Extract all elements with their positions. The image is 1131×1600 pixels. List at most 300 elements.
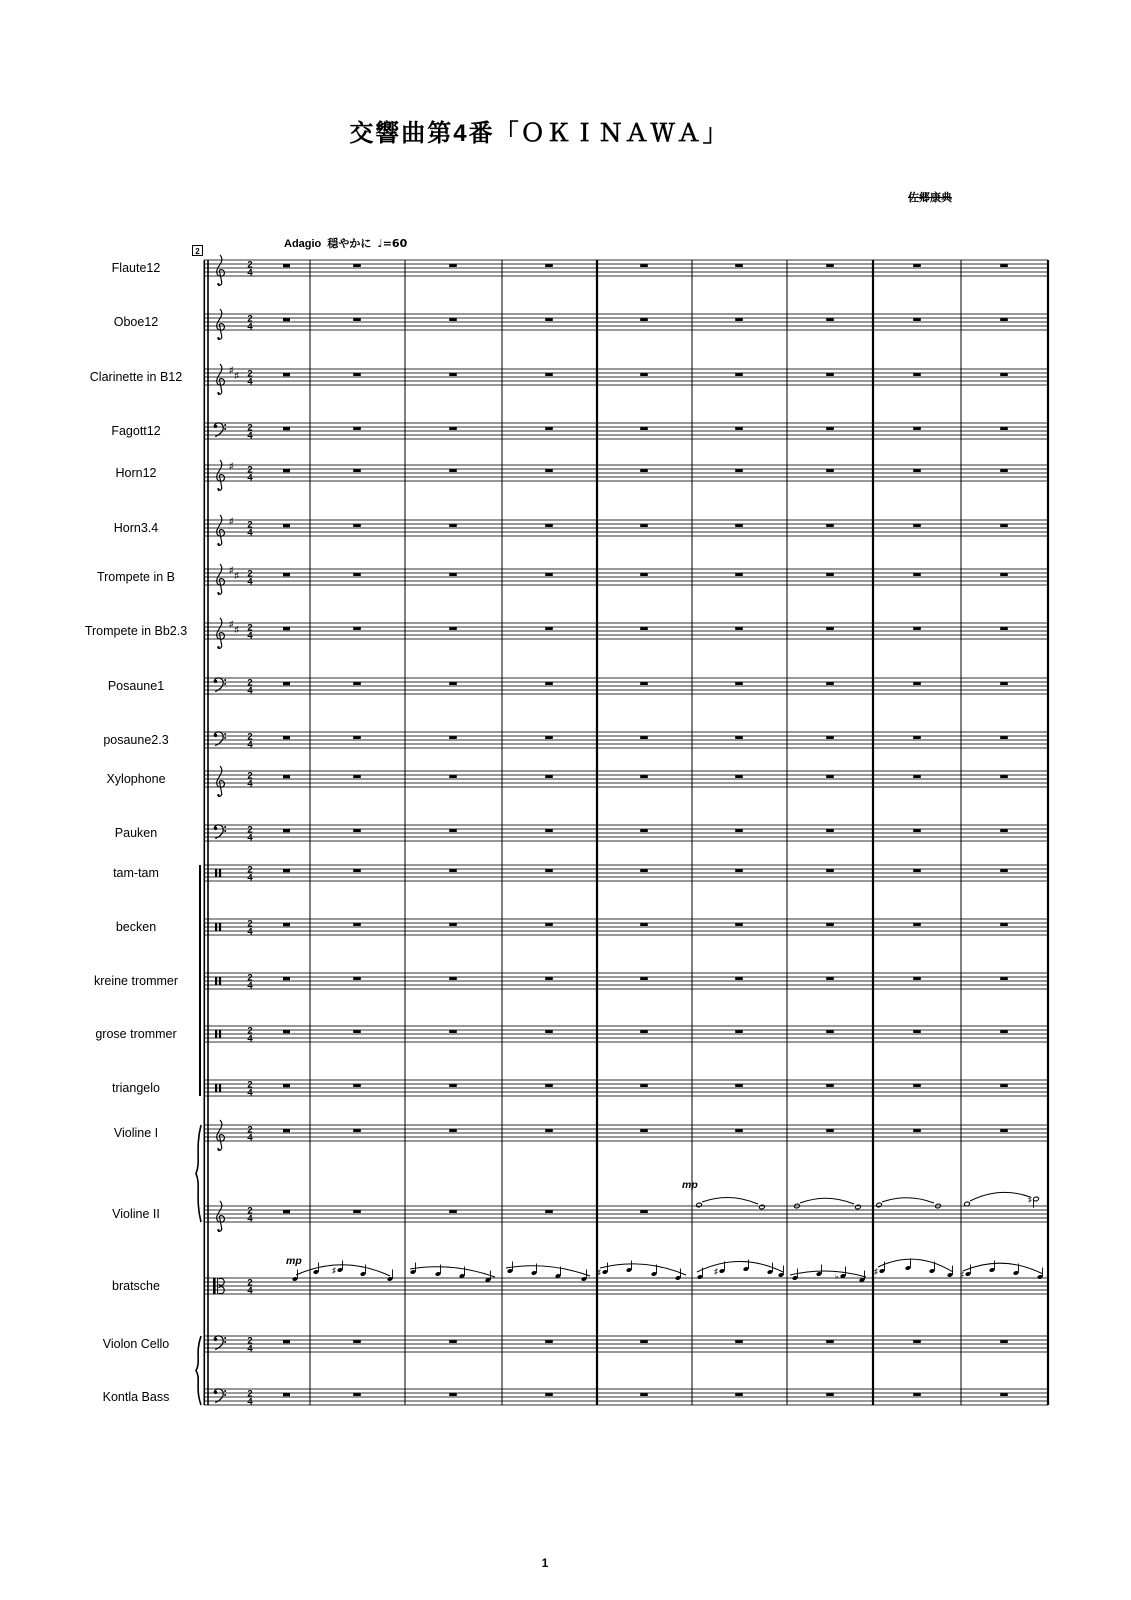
staff-line — [204, 381, 1048, 382]
time-signature: 2 — [247, 972, 253, 984]
slur — [963, 1263, 1043, 1274]
whole-rest — [283, 923, 290, 926]
time-signature: 4 — [247, 267, 253, 279]
staff-line — [204, 865, 1048, 866]
time-signature: 2 — [247, 1079, 253, 1091]
time-signature: 2 — [247, 824, 253, 836]
key-signature-sharp: ♯ — [234, 370, 239, 380]
staff-line — [204, 314, 1048, 315]
note-head — [759, 1204, 765, 1209]
staff-line — [204, 318, 1048, 319]
treble-clef-icon — [217, 1120, 225, 1150]
measure-rest — [353, 736, 361, 739]
measure-rest — [735, 775, 743, 778]
measure-rest — [545, 1084, 553, 1087]
measure-rest — [1000, 682, 1008, 685]
staff-line — [204, 1222, 1048, 1223]
measure-rest — [826, 775, 834, 778]
staff-line — [204, 1038, 1048, 1039]
staff-line — [204, 686, 1048, 687]
whole-rest — [283, 869, 290, 872]
note-stem — [607, 1263, 608, 1272]
measure-rest — [826, 1129, 834, 1132]
measure-rest — [913, 736, 921, 739]
time-signature: 2 — [247, 568, 253, 580]
staff-line — [204, 260, 1048, 261]
staff-line — [204, 520, 1048, 521]
staff-line — [204, 423, 1048, 424]
staff-line — [204, 1206, 1048, 1207]
time-signature: 2 — [247, 1124, 253, 1136]
measure-rest — [353, 1129, 361, 1132]
measure-rest — [545, 318, 553, 321]
measure-rest — [449, 977, 457, 980]
staff-line — [204, 977, 1048, 978]
measure-rest — [545, 627, 553, 630]
measure-rest — [640, 264, 648, 267]
instrument-label: posaune2.3 — [103, 733, 169, 747]
measure-rest — [913, 775, 921, 778]
time-signature: 2 — [247, 770, 253, 782]
note-stem — [586, 1270, 587, 1279]
measure-rest — [449, 1340, 457, 1343]
note-stem — [864, 1271, 865, 1280]
staff-line — [204, 873, 1048, 874]
measure-rest — [826, 1340, 834, 1343]
treble-clef-icon — [217, 1201, 225, 1231]
note-stem — [952, 1266, 953, 1275]
time-signature: 2 — [247, 259, 253, 271]
measure-rest — [640, 736, 648, 739]
measure-rest — [735, 1393, 743, 1396]
measure-rest — [735, 427, 743, 430]
note-stem — [512, 1262, 513, 1271]
measure-rest — [826, 1084, 834, 1087]
instrument-label: Posaune1 — [107, 679, 165, 693]
instrument-label: Xylophone — [106, 772, 166, 786]
measure-rest — [545, 524, 553, 527]
measure-rest — [353, 869, 361, 872]
time-signature: 4 — [247, 576, 253, 588]
staff-line — [204, 973, 1048, 974]
measure-rest — [353, 1210, 361, 1213]
measure-rest — [545, 1340, 553, 1343]
measure-rest — [545, 469, 553, 472]
measure-rest — [826, 469, 834, 472]
measure-rest — [826, 829, 834, 832]
time-signature: 4 — [247, 1285, 253, 1297]
instrument-label: Oboe12 — [113, 315, 159, 329]
note-stem — [845, 1267, 846, 1276]
key-signature-sharp: ♯ — [229, 364, 234, 375]
instrument-label: Trompete in Bb2.3 — [84, 624, 188, 638]
note-stem — [994, 1261, 995, 1270]
measure-rest — [913, 869, 921, 872]
note-stem — [536, 1264, 537, 1273]
measure-rest — [913, 373, 921, 376]
measure-rest — [353, 469, 361, 472]
accidental: ♯ — [1028, 1194, 1032, 1204]
time-signature: 4 — [247, 1087, 253, 1099]
staff-line — [204, 690, 1048, 691]
time-signature: 2 — [247, 1025, 253, 1037]
measure-rest — [735, 264, 743, 267]
barline — [405, 260, 406, 1405]
staff-line — [204, 1389, 1048, 1390]
barline — [872, 260, 874, 1405]
staff-line — [204, 1344, 1048, 1345]
whole-rest — [283, 427, 290, 430]
measure-rest — [449, 736, 457, 739]
measure-rest — [640, 1030, 648, 1033]
note-stem — [748, 1260, 749, 1269]
time-signature: 2 — [247, 1335, 253, 1347]
note-stem — [365, 1265, 366, 1274]
page-title: 交響曲第4番「ＯＫＩＮＡＷＡ」 — [349, 120, 729, 147]
staff-line — [204, 869, 1048, 870]
accidental: ♯ — [714, 1266, 718, 1276]
staff-line — [204, 779, 1048, 780]
staff-line — [204, 985, 1048, 986]
measure-rest — [449, 1084, 457, 1087]
measure-rest — [913, 1393, 921, 1396]
instrument-label: grose trommer — [95, 1027, 177, 1041]
barline — [961, 260, 962, 1405]
staff-line — [204, 833, 1048, 834]
measure-rest — [913, 1129, 921, 1132]
bass-clef-icon — [214, 1336, 226, 1350]
time-signature: 4 — [247, 872, 253, 884]
measure-rest — [640, 923, 648, 926]
measure-rest — [1000, 869, 1008, 872]
whole-rest — [283, 1340, 290, 1343]
staff-line — [204, 1282, 1048, 1283]
measure-rest — [735, 373, 743, 376]
whole-rest — [283, 318, 290, 321]
measure-rest — [826, 627, 834, 630]
measure-rest — [545, 829, 553, 832]
note-stem — [464, 1267, 465, 1276]
measure-rest — [449, 1393, 457, 1396]
staff-line — [204, 1336, 1048, 1337]
measure-rest — [735, 1340, 743, 1343]
measure-rest — [449, 682, 457, 685]
score-svg — [0, 228, 1131, 1468]
staff-line — [204, 787, 1048, 788]
staff-line — [204, 1042, 1048, 1043]
whole-rest — [283, 469, 290, 472]
measure-rest — [353, 427, 361, 430]
staff-line — [204, 989, 1048, 990]
measure-rest — [353, 373, 361, 376]
dynamic-marking: mp — [682, 1179, 698, 1191]
slur — [970, 1192, 1030, 1201]
staff-line — [204, 639, 1048, 640]
note-head — [696, 1202, 702, 1207]
measure-rest — [735, 1030, 743, 1033]
note-stem — [884, 1262, 885, 1271]
treble-clef-icon — [217, 515, 225, 545]
whole-rest — [283, 1393, 290, 1396]
whole-rest — [283, 1129, 290, 1132]
barline — [1047, 260, 1049, 1405]
staff-line — [204, 1405, 1048, 1406]
staff-line — [204, 1133, 1048, 1134]
time-signature: 2 — [247, 368, 253, 380]
staff-line — [204, 1290, 1048, 1291]
staff-line — [204, 981, 1048, 982]
staff-line — [204, 837, 1048, 838]
slur — [790, 1271, 866, 1277]
measure-rest — [449, 427, 457, 430]
bass-clef-icon — [214, 423, 226, 437]
measure-rest — [545, 1129, 553, 1132]
measure-rest — [640, 318, 648, 321]
accidental: ♯ — [960, 1269, 964, 1279]
measure-rest — [449, 469, 457, 472]
measure-rest — [1000, 775, 1008, 778]
treble-clef-icon — [217, 564, 225, 594]
staff-line — [204, 322, 1048, 323]
measure-rest — [1000, 318, 1008, 321]
staff-line — [204, 524, 1048, 525]
staff-line — [204, 569, 1048, 570]
measure-rest — [913, 1030, 921, 1033]
barline — [692, 260, 693, 1405]
note-head — [876, 1202, 882, 1207]
measure-rest — [1000, 373, 1008, 376]
measure-rest — [735, 573, 743, 576]
accidental: ♭ — [835, 1271, 839, 1281]
note-stem — [970, 1265, 971, 1274]
measure-rest — [826, 373, 834, 376]
staff-line — [204, 1348, 1048, 1349]
instrument-label: kreine trommer — [93, 974, 179, 988]
measure-rest — [735, 524, 743, 527]
measure-rest — [1000, 1393, 1008, 1396]
slur — [600, 1264, 686, 1275]
measure-rest — [1000, 627, 1008, 630]
staff-line — [204, 783, 1048, 784]
staff-line — [204, 272, 1048, 273]
measure-rest — [640, 627, 648, 630]
staff-line — [204, 330, 1048, 331]
measure-rest — [913, 573, 921, 576]
percussion-bracket — [199, 865, 201, 1096]
measure-rest — [353, 524, 361, 527]
time-signature: 2 — [247, 1388, 253, 1400]
measure-rest — [913, 682, 921, 685]
staff-line — [204, 694, 1048, 695]
measure-rest — [1000, 1030, 1008, 1033]
measure-rest — [449, 869, 457, 872]
barline — [596, 260, 598, 1405]
measure-rest — [640, 469, 648, 472]
measure-rest — [735, 1129, 743, 1132]
measure-rest — [1000, 1084, 1008, 1087]
measure-rest — [449, 264, 457, 267]
treble-clef-icon — [217, 618, 225, 648]
staff-line — [204, 732, 1048, 733]
measure-rest — [640, 869, 648, 872]
measure-rest — [449, 373, 457, 376]
whole-rest — [283, 775, 290, 778]
time-signature: 4 — [247, 321, 253, 333]
note-stem — [631, 1261, 632, 1270]
staff-line — [204, 841, 1048, 842]
measure-rest — [449, 1129, 457, 1132]
staff-line — [204, 585, 1048, 586]
measure-rest — [913, 524, 921, 527]
page-number: 1 — [541, 1556, 549, 1570]
measure-rest — [545, 264, 553, 267]
measure-rest — [449, 318, 457, 321]
time-signature: 2 — [247, 918, 253, 930]
time-signature: 2 — [247, 1205, 253, 1217]
measure-rest — [1000, 923, 1008, 926]
measure-rest — [735, 469, 743, 472]
bass-clef-icon — [214, 825, 226, 839]
measure-rest — [735, 318, 743, 321]
staff-line — [204, 748, 1048, 749]
measure-rest — [353, 1030, 361, 1033]
staff-line — [204, 623, 1048, 624]
time-signature: 2 — [247, 864, 253, 876]
measure-rest — [913, 469, 921, 472]
staff-line — [204, 923, 1048, 924]
slur — [878, 1259, 953, 1272]
measure-rest — [640, 1210, 648, 1213]
note-stem — [821, 1265, 822, 1274]
measure-rest — [449, 923, 457, 926]
staff-line — [204, 1352, 1048, 1353]
accidental: ♯ — [874, 1266, 878, 1276]
time-signature: 4 — [247, 778, 253, 790]
staff-line — [204, 678, 1048, 679]
measure-rest — [545, 923, 553, 926]
measure-rest — [449, 775, 457, 778]
measure-rest — [1000, 469, 1008, 472]
instrument-label: Violine I — [113, 1126, 159, 1140]
measure-rest — [353, 318, 361, 321]
measure-rest — [545, 1030, 553, 1033]
measure-rest — [826, 264, 834, 267]
measure-rest — [545, 1210, 553, 1213]
system-start-barline — [204, 260, 206, 1405]
staff-line — [204, 1125, 1048, 1126]
barline — [502, 260, 503, 1405]
whole-rest — [283, 1030, 290, 1033]
staff-line — [204, 635, 1048, 636]
instrument-label: Violon Cello — [102, 1337, 170, 1351]
measure-rest — [545, 573, 553, 576]
accidental: ♯ — [332, 1265, 336, 1275]
staff-line — [204, 1210, 1048, 1211]
measure-rest — [735, 1084, 743, 1087]
staff-line — [204, 1129, 1048, 1130]
whole-rest — [283, 736, 290, 739]
measure-rest — [735, 923, 743, 926]
staff-line — [204, 1026, 1048, 1027]
staff-line — [204, 1294, 1048, 1295]
key-signature-sharp: ♯ — [229, 515, 234, 526]
measure-rest — [826, 923, 834, 926]
measure-rest — [913, 427, 921, 430]
measure-rest — [640, 573, 648, 576]
time-signature: 4 — [247, 1343, 253, 1355]
measure-rest — [545, 682, 553, 685]
slur — [702, 1197, 758, 1204]
measure-rest — [353, 829, 361, 832]
staff-line — [204, 1218, 1048, 1219]
time-signature: 4 — [247, 430, 253, 442]
instrument-label: Pauken — [114, 826, 158, 840]
measure-rest — [545, 427, 553, 430]
staff-line — [204, 1340, 1048, 1341]
measure-rest — [913, 318, 921, 321]
measure-rest — [353, 923, 361, 926]
staff-line — [204, 1092, 1048, 1093]
time-signature: 4 — [247, 926, 253, 938]
staff-line — [204, 385, 1048, 386]
measure-rest — [735, 682, 743, 685]
note-stem — [415, 1263, 416, 1272]
slur — [882, 1198, 934, 1203]
staff-line — [204, 1397, 1048, 1398]
instrument-label: Fagott12 — [111, 424, 161, 438]
measure-rest — [640, 1340, 648, 1343]
bass-clef-icon — [214, 678, 226, 692]
slur — [800, 1198, 854, 1204]
measure-rest — [640, 524, 648, 527]
measure-rest — [1000, 977, 1008, 980]
measure-rest — [449, 573, 457, 576]
measure-rest — [826, 524, 834, 527]
measure-rest — [735, 869, 743, 872]
time-signature: 4 — [247, 630, 253, 642]
whole-rest — [283, 829, 290, 832]
staff-line — [204, 1080, 1048, 1081]
key-signature-sharp: ♯ — [229, 564, 234, 575]
measure-rest — [1000, 264, 1008, 267]
measure-rest — [826, 736, 834, 739]
staff-line — [204, 931, 1048, 932]
whole-rest — [283, 1210, 290, 1213]
bass-clef-icon — [214, 732, 226, 746]
whole-rest — [283, 1084, 290, 1087]
measure-rest — [353, 775, 361, 778]
staff-line — [204, 1137, 1048, 1138]
key-signature-sharp: ♯ — [234, 624, 239, 634]
note-head — [855, 1204, 861, 1209]
measure-rest — [735, 627, 743, 630]
time-signature: 2 — [247, 422, 253, 434]
measure-rest — [735, 736, 743, 739]
staff-line — [204, 1393, 1048, 1394]
measure-rest — [640, 977, 648, 980]
note-stem — [1033, 1199, 1034, 1208]
instrument-label: tam-tam — [113, 866, 159, 880]
measure-rest — [545, 373, 553, 376]
staff-line — [204, 481, 1048, 482]
staff-line — [204, 369, 1048, 370]
rehearsal-mark: 2 — [192, 245, 203, 256]
staff-line — [204, 1278, 1048, 1279]
measure-rest — [640, 373, 648, 376]
system-start-barline — [207, 260, 209, 1405]
staff-line — [204, 435, 1048, 436]
staff-line — [204, 935, 1048, 936]
